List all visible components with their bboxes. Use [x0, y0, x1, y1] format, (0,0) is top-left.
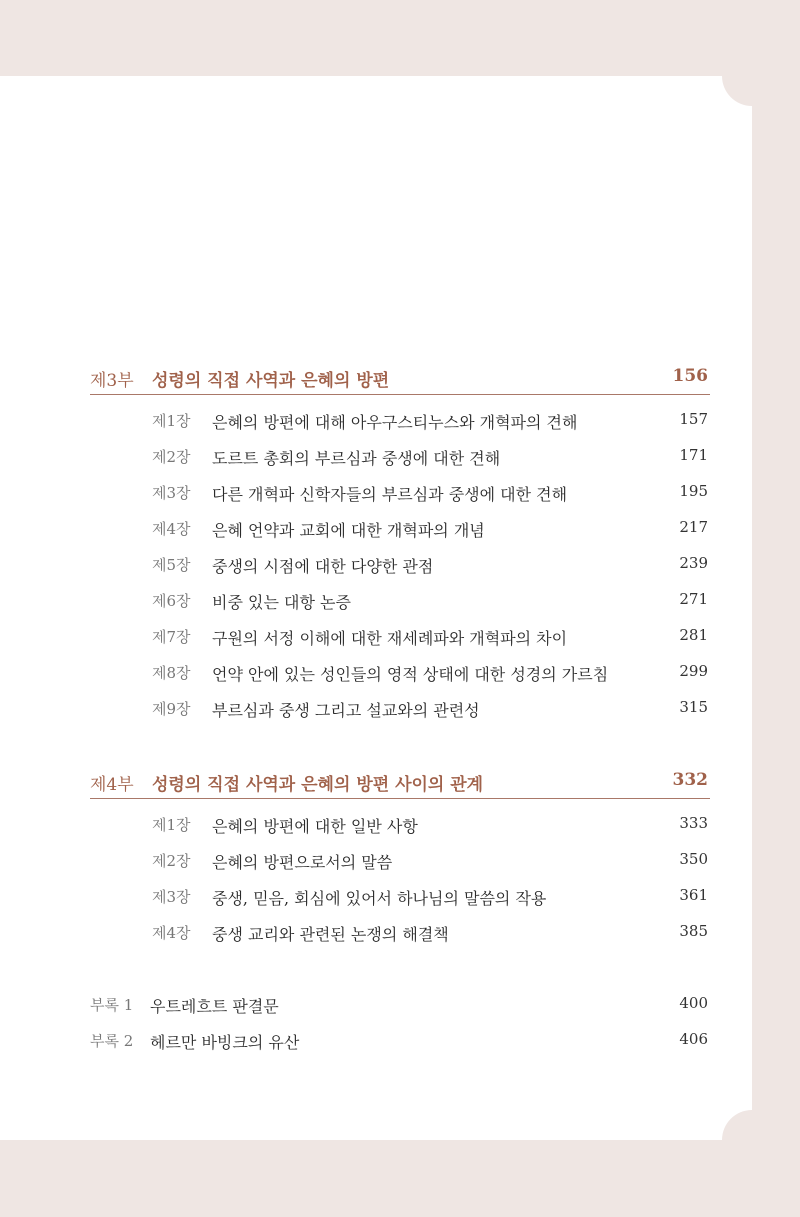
chapter-page-number: 299 — [679, 662, 708, 680]
chapter-title: 중생의 시점에 대한 다양한 관점 — [212, 557, 434, 576]
chapter-page-number: 333 — [679, 814, 708, 832]
chapter-page-number: 281 — [679, 626, 708, 644]
toc-entry — [152, 590, 708, 614]
chapter-title: 비중 있는 대항 논증 — [212, 593, 351, 612]
appendix-entry — [90, 994, 708, 1018]
part-heading — [90, 766, 710, 799]
appendix-page-number: 406 — [679, 1030, 708, 1048]
chapter-title: 부르심과 중생 그리고 설교와의 관련성 — [212, 701, 480, 720]
part-page-number: 332 — [672, 770, 708, 790]
appendix-number: 부록 1 — [90, 996, 134, 1014]
chapter-page-number: 171 — [679, 446, 708, 464]
chapter-title: 은혜의 방편으로서의 말씀 — [212, 853, 393, 872]
toc-entry — [152, 814, 708, 838]
toc-entry — [152, 922, 708, 946]
chapter-page-number: 385 — [679, 922, 708, 940]
part-page-number: 156 — [672, 366, 708, 386]
chapter-number: 제5장 — [152, 556, 191, 574]
chapter-title: 다른 개혁파 신학자들의 부르심과 중생에 대한 견해 — [212, 485, 568, 504]
appendix-title: 헤르만 바빙크의 유산 — [150, 1033, 300, 1052]
appendix-page-number: 400 — [679, 994, 708, 1012]
toc-entry — [152, 446, 708, 470]
chapter-number: 제3장 — [152, 888, 191, 906]
toc-entry — [152, 518, 708, 542]
chapter-page-number: 361 — [679, 886, 708, 904]
chapter-page-number: 217 — [679, 518, 708, 536]
chapter-page-number: 239 — [679, 554, 708, 572]
chapter-number: 제1장 — [152, 816, 191, 834]
chapter-title: 구원의 서정 이해에 대한 재세례파와 개혁파의 차이 — [212, 629, 568, 648]
toc-entry — [152, 662, 708, 686]
appendix-title: 우트레흐트 판결문 — [150, 997, 279, 1016]
chapter-number: 제1장 — [152, 412, 191, 430]
chapter-title: 은혜 언약과 교회에 대한 개혁파의 개념 — [212, 521, 485, 540]
toc-entry — [152, 482, 708, 506]
chapter-title: 중생, 믿음, 회심에 있어서 하나님의 말씀의 작용 — [212, 889, 547, 908]
chapter-number: 제2장 — [152, 448, 191, 466]
chapter-number: 제3장 — [152, 484, 191, 502]
toc-entry — [152, 554, 708, 578]
chapter-number: 제8장 — [152, 664, 191, 682]
page-corner-notch — [722, 1110, 782, 1170]
appendix-number: 부록 2 — [90, 1032, 134, 1050]
chapter-number: 제4장 — [152, 924, 191, 942]
chapter-number: 제2장 — [152, 852, 191, 870]
chapter-page-number: 157 — [679, 410, 708, 428]
chapter-page-number: 315 — [679, 698, 708, 716]
chapter-title: 언약 안에 있는 성인들의 영적 상태에 대한 성경의 가르침 — [212, 665, 609, 684]
chapter-page-number: 271 — [679, 590, 708, 608]
chapter-number: 제4장 — [152, 520, 191, 538]
part-number: 제4부 — [90, 775, 134, 795]
part-heading — [90, 362, 710, 395]
toc-entry — [152, 886, 708, 910]
chapter-page-number: 350 — [679, 850, 708, 868]
chapter-title: 중생 교리와 관련된 논쟁의 해결책 — [212, 925, 449, 944]
toc-entry — [152, 410, 708, 434]
part-title: 성령의 직접 사역과 은혜의 방편 사이의 관계 — [152, 775, 484, 795]
toc-entry — [152, 850, 708, 874]
chapter-title: 은혜의 방편에 대한 일반 사항 — [212, 817, 418, 836]
chapter-title: 은혜의 방편에 대해 아우구스티누스와 개혁파의 견해 — [212, 413, 578, 432]
part-number: 제3부 — [90, 371, 134, 391]
toc-entry — [152, 698, 708, 722]
chapter-number: 제7장 — [152, 628, 191, 646]
chapter-page-number: 195 — [679, 482, 708, 500]
chapter-number: 제6장 — [152, 592, 191, 610]
chapter-title: 도르트 총회의 부르심과 중생에 대한 견해 — [212, 449, 501, 468]
chapter-number: 제9장 — [152, 700, 191, 718]
page-corner-notch — [722, 46, 782, 106]
part-title: 성령의 직접 사역과 은혜의 방편 — [152, 371, 390, 391]
appendix-entry — [90, 1030, 708, 1054]
toc-entry — [152, 626, 708, 650]
